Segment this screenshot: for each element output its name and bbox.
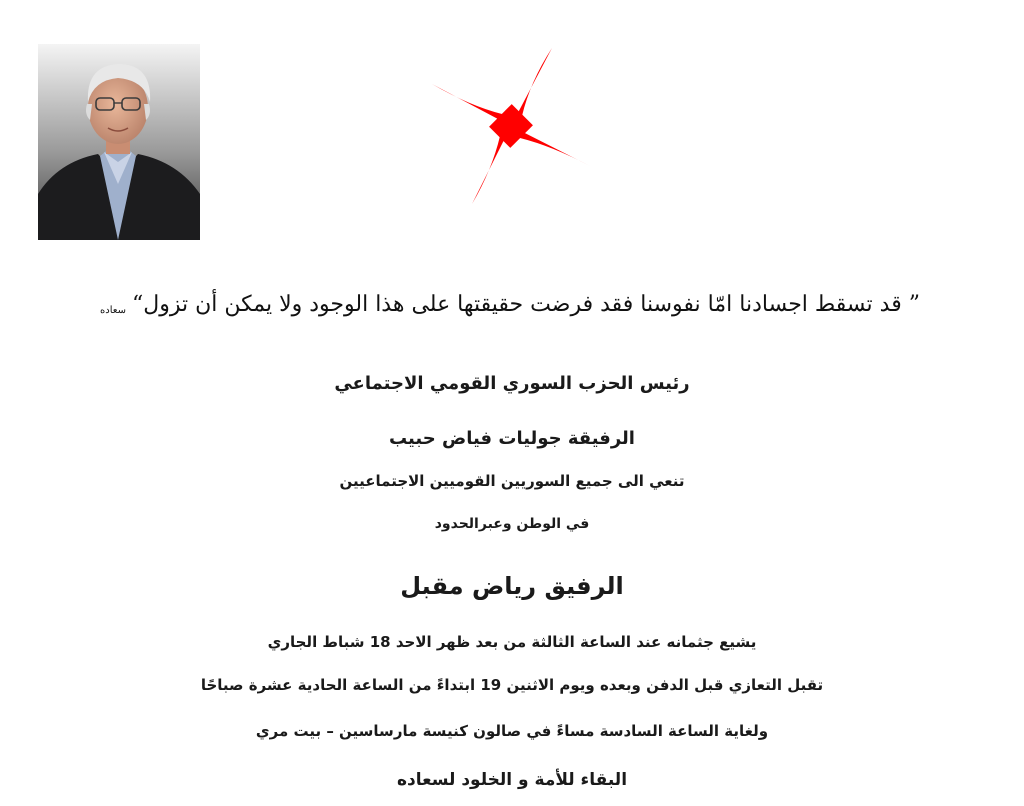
quote-signature: سعاده [100, 305, 126, 316]
saadeh-quote [90, 292, 930, 317]
quote-text: ” قد تسقط اجسادنا امّا نفوسنا فقد فرضت حقيقتها على هذا الوجود ولا يمكن أن تزول“ [131, 292, 920, 317]
announcer-title: رئيس الحزب السوري القومي الاجتماعي [334, 373, 690, 394]
deceased-name: الرفيق رياض مقبل [400, 572, 624, 600]
mourning-line: تنعي الى جميع السوريين القوميين الاجتماعيين [339, 472, 685, 490]
party-emblem-icon [430, 44, 592, 208]
portrait-photo [38, 44, 200, 240]
condolences-until: ولغاية الساعة السادسة مساءً في صالون كنيسة مارساسين – بيت مري [255, 722, 769, 740]
closing-phrase: البقاء للأمة و الخلود لسعاده [396, 770, 628, 790]
condolences-details: تقبل التعازي قبل الدفن وبعده ويوم الاثنين 19 ابتداءً من الساعة الحادية عشرة صباحًا [200, 676, 824, 694]
place-line: في الوطن وعبرالحدود [434, 516, 590, 532]
funeral-details: يشيع جثمانه عند الساعة الثالثة من بعد ظهر الاحد 18 شباط الجاري [267, 633, 757, 651]
announcer-name: الرفيقة جوليات فياض حبيب [389, 428, 635, 449]
